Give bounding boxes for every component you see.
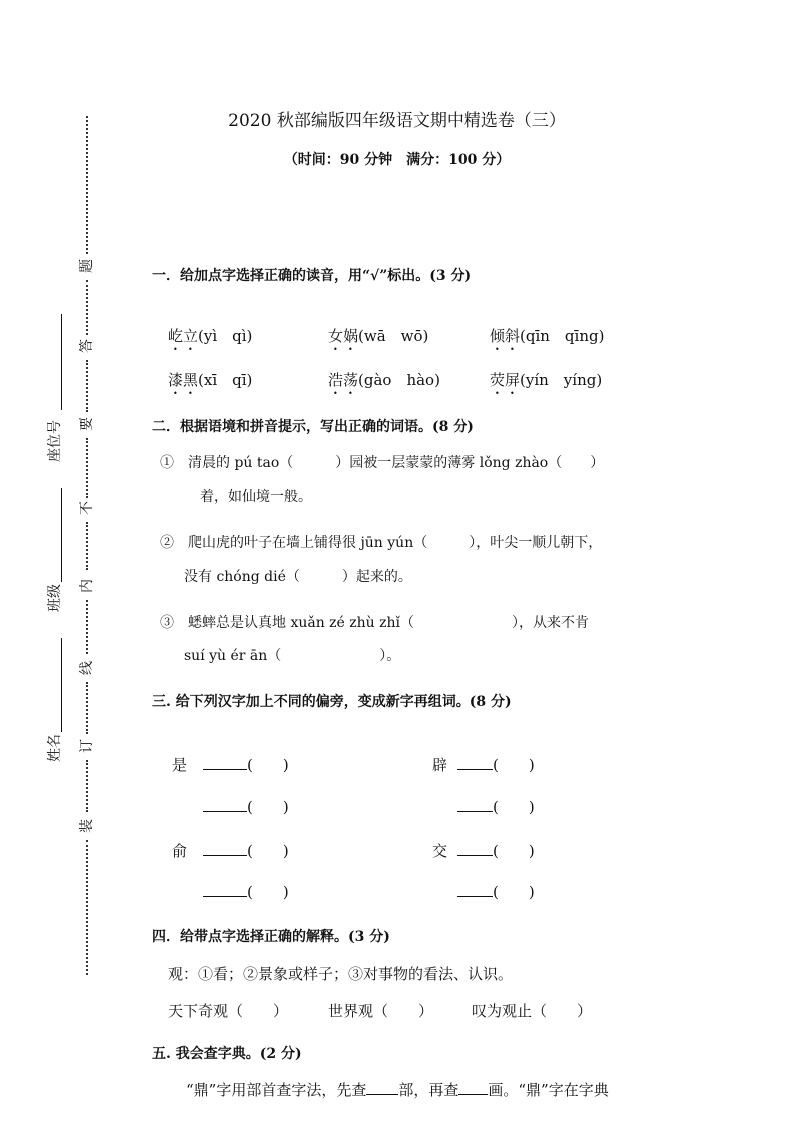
section-4-heading: 四．给带点字选择正确的解释。(3 分) <box>152 929 390 945</box>
pinyin-choice-item[interactable]: 漆黑(xī qī) <box>168 371 253 389</box>
binding-dotted-line <box>86 600 88 654</box>
binding-char: 要 <box>79 417 95 431</box>
binding-dotted-line <box>86 280 88 335</box>
radical-blank[interactable] <box>366 1094 398 1095</box>
answer-row[interactable]: ( ) <box>457 881 535 902</box>
binding-char: 线 <box>79 661 95 675</box>
name-blank[interactable] <box>61 638 62 732</box>
answer-row[interactable]: ( ) <box>203 754 289 775</box>
base-character: 是 <box>172 756 188 774</box>
explanation-item[interactable]: 世界观（ ） <box>328 1002 434 1020</box>
question-2-3-continued[interactable]: suí yù ér ān（ ）。 <box>184 648 401 664</box>
definition-list: 观：①看；②景象或样子；③对事物的看法、认识。 <box>168 965 514 983</box>
base-character: 俞 <box>172 842 188 860</box>
binding-dotted-line <box>86 682 88 734</box>
dictionary-question: “鼎”字用部首查字法，先查 部，再查 画。“鼎”字在字典 <box>186 1081 609 1099</box>
pinyin-choice-item[interactable]: 倾斜(qīn qīng) <box>490 327 605 345</box>
base-character: 辟 <box>432 756 448 774</box>
name-label: 姓名 <box>47 734 63 762</box>
question-2-1[interactable]: ① 清晨的 pú tao（ ）园被一层蒙蒙的薄雾 lǒng zhào（ ） <box>160 455 605 471</box>
question-2-2-continued[interactable]: 没有 chóng dié（ ）起来的。 <box>184 569 412 585</box>
explanation-item[interactable]: 天下奇观（ ） <box>168 1002 289 1020</box>
pinyin-choice-item[interactable]: 荧屏(yín yíng) <box>490 371 603 389</box>
binding-char: 题 <box>79 259 95 273</box>
question-2-3[interactable]: ③ 蟋蟀总是认真地 xuǎn zé zhù zhǐ（ ），从来不肯 <box>160 615 590 631</box>
binding-dotted-line <box>86 840 88 975</box>
binding-char: 装 <box>79 819 95 833</box>
answer-row[interactable]: ( ) <box>457 840 535 861</box>
binding-dotted-line <box>86 522 88 570</box>
answer-row[interactable]: ( ) <box>203 881 289 902</box>
page-title: 2020 秋部编版四年级语文期中精选卷（三） <box>228 111 566 131</box>
seat-number-blank[interactable] <box>61 314 62 410</box>
section-2-heading: 二．根据语境和拼音提示，写出正确的词语。(8 分) <box>152 419 474 435</box>
answer-row[interactable]: ( ) <box>203 796 289 817</box>
binding-char: 内 <box>79 579 95 593</box>
binding-dotted-line <box>86 760 88 812</box>
question-2-2[interactable]: ② 爬山虎的叶子在墙上铺得很 jūn yún（ ），叶尖一顺儿朝下， <box>160 535 603 551</box>
pinyin-choice-item[interactable]: 女娲(wā wō) <box>328 327 429 345</box>
binding-char: 不 <box>79 501 95 515</box>
binding-dotted-line <box>86 438 88 498</box>
base-character: 交 <box>432 842 448 860</box>
class-blank[interactable] <box>61 488 62 582</box>
explanation-item[interactable]: 叹为观止（ ） <box>472 1002 593 1020</box>
exam-info: （时间：90 分钟 满分：100 分） <box>283 152 511 168</box>
binding-dotted-line <box>86 116 88 254</box>
answer-row[interactable]: ( ) <box>457 754 535 775</box>
binding-dotted-line <box>86 360 88 412</box>
stroke-count-blank[interactable] <box>458 1094 488 1095</box>
section-5-heading: 五. 我会查字典。(2 分) <box>152 1046 302 1062</box>
question-2-1-continued: 着，如仙境一般。 <box>200 489 312 505</box>
binding-char: 答 <box>79 339 95 353</box>
pinyin-choice-item[interactable]: 屹立(yì qì) <box>168 327 253 345</box>
section-1-heading: 一．给加点字选择正确的读音，用“√”标出。(3 分) <box>152 268 472 284</box>
pinyin-choice-item[interactable]: 浩荡(gào hào) <box>328 371 440 389</box>
class-label: 班级 <box>47 584 63 612</box>
seat-number-label: 座位号 <box>47 420 63 462</box>
binding-char: 订 <box>79 739 95 753</box>
answer-row[interactable]: ( ) <box>457 796 535 817</box>
section-3-heading: 三. 给下列汉字加上不同的偏旁，变成新字再组词。(8 分) <box>152 694 512 710</box>
answer-row[interactable]: ( ) <box>203 840 289 861</box>
